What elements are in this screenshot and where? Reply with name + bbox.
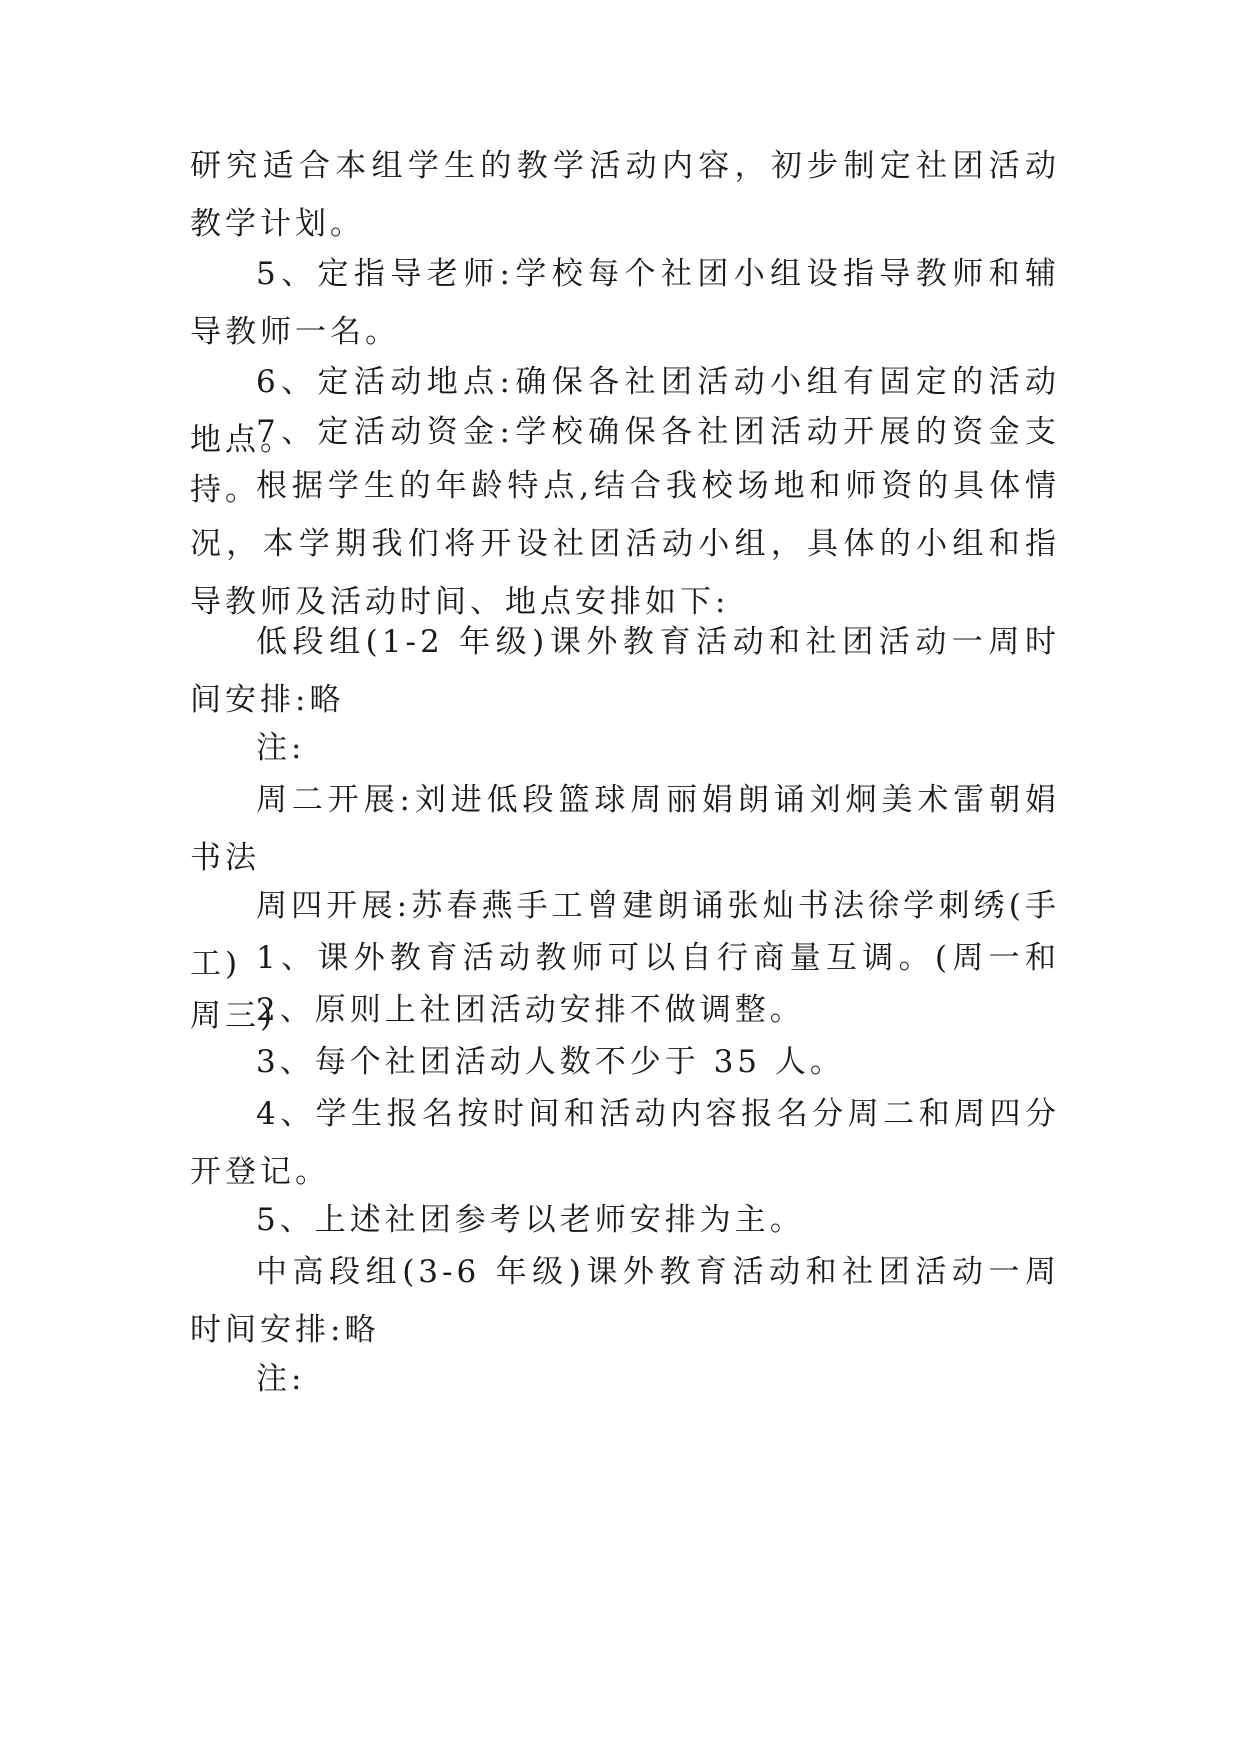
paragraph-note-5: 5、上述社团参考以老师安排为主。	[256, 1202, 805, 1238]
paragraph-note-1: 1、课外教育活动教师可以自行商量互调。(周一和周三)	[190, 940, 1060, 1034]
paragraph-lower-group-schedule: 低段组(1-2 年级)课外教育活动和社团活动一周时间安排:略	[190, 624, 1060, 718]
paragraph-teaching-plan: 研究适合本组学生的教学活动内容，初步制定社团活动教学计划。	[190, 148, 1060, 242]
paragraph-item-5-teachers: 5、定指导老师:学校每个社团小组设指导教师和辅导教师一名。	[190, 256, 1060, 350]
paragraph-note-4: 4、学生报名按时间和活动内容报名分周二和周四分开登记。	[190, 1096, 1060, 1190]
paragraph-item-7-funding: 7、定活动资金:学校确保各社团活动开展的资金支持。	[190, 414, 1060, 508]
paragraph-upper-group-schedule: 中高段组(3-6 年级)课外教育活动和社团活动一周时间安排:略	[190, 1254, 1060, 1348]
paragraph-tuesday-activities: 周二开展:刘进低段篮球周丽娟朗诵刘炯美术雷朝娟书法	[190, 782, 1060, 876]
paragraph-note-label-2: 注:	[256, 1361, 306, 1397]
paragraph-item-6-location: 6、定活动地点:确保各社团活动小组有固定的活动地点。	[190, 364, 1060, 458]
paragraph-note-2: 2、原则上社团活动安排不做调整。	[256, 992, 805, 1028]
paragraph-note-3: 3、每个社团活动人数不少于 35 人。	[256, 1044, 845, 1080]
paragraph-arrangement-intro: 根据学生的年龄特点,结合我校场地和师资的具体情况，本学期我们将开设社团活动小组，具体的小组和指导教师及活动时间、地点安排如下:	[190, 468, 1060, 620]
paragraph-note-label: 注:	[256, 730, 306, 766]
paragraph-thursday-activities: 周四开展:苏春燕手工曾建朗诵张灿书法徐学刺绣(手工)	[190, 888, 1060, 982]
